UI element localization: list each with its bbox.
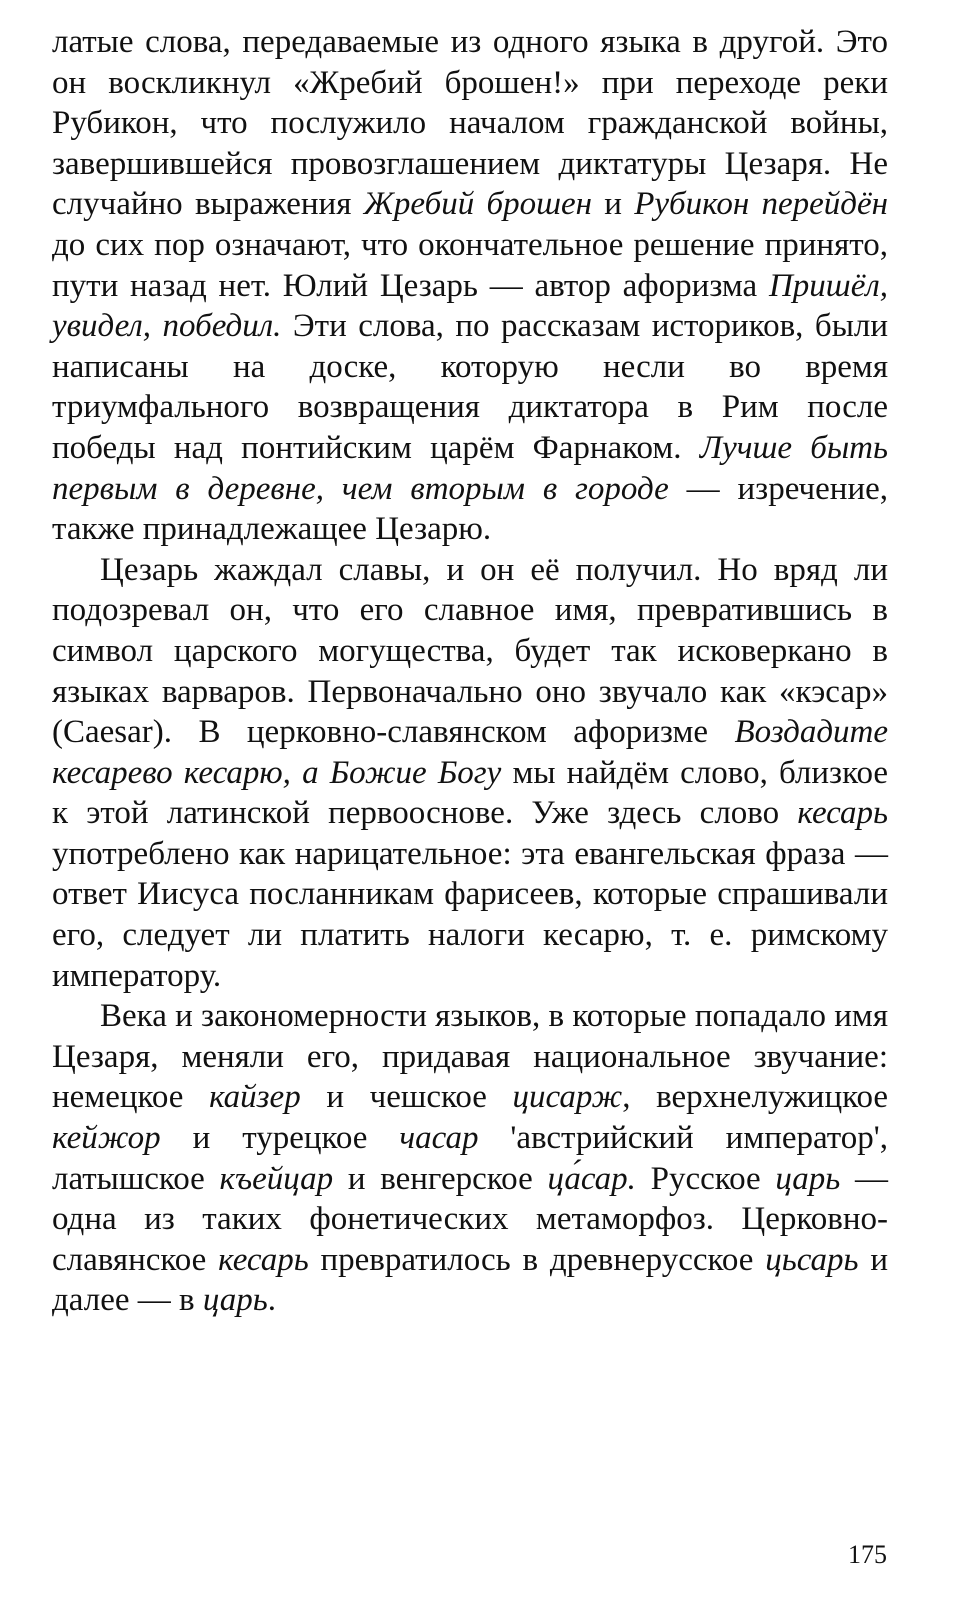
italic-phrase: царь — [775, 1160, 841, 1197]
text-run: превратилось в древнерусское — [308, 1241, 766, 1278]
italic-phrase: Лучше быть первым в деревне, чем вторым в городе — [52, 429, 889, 507]
italic-phrase: кесарь — [797, 795, 888, 832]
text-run: — изречение, также принадлежащее Цезарю. — [52, 470, 888, 548]
italic-phrase: къейцар — [219, 1160, 334, 1197]
italic-phrase: Рубикон перейдён — [634, 186, 888, 223]
page-number: 175 — [848, 1540, 887, 1569]
italic-phrase: часар — [399, 1120, 479, 1157]
text-run: мы найдём слово, близкое к этой латинской первооснове. Уже здесь слово — [52, 754, 888, 832]
page-text-body — [52, 22, 888, 1321]
text-run: , верхнелужицкое — [622, 1079, 889, 1116]
text-run: употреблено как нарицательное: эта евангельская фраза — ответ Иисуса посланникам фарисеев, которые спрашивали его, следует ли платить налоги кесарю, т. е. римскому императору. — [52, 835, 888, 994]
paragraph-2 — [52, 550, 888, 997]
italic-phrase: царь — [202, 1282, 268, 1319]
italic-phrase: Воздадите кесарево кесарю, а Божие Богу — [52, 714, 888, 791]
text-run: Века и закономерности языков, в которые попадало имя Цезаря, меняли его, придавая национальное звучание: немецкое — [52, 998, 888, 1116]
text-run: до сих пор означают, что окончательное решение принято, пути назад нет. Юлий Цезарь — автор афоризма — [52, 226, 888, 304]
italic-phrase: ца́сар. — [547, 1160, 636, 1197]
text-run: Цезарь жаждал славы, и он её получил. Но вряд ли подозревал он, что его славное имя, превратившись в символ царского могущества, будет так исковеркано в языках варваров. Первоначально оно звучало как «кэсар» (Caesar). В церковно-славянском афоризме — [52, 551, 888, 751]
text-run: и — [592, 186, 635, 223]
text-run: и далее — в — [52, 1241, 888, 1319]
paragraph-3 — [52, 996, 888, 1321]
text-run: . — [267, 1282, 276, 1319]
text-run: и турецкое — [160, 1120, 400, 1157]
italic-phrase: кайзер — [209, 1079, 301, 1116]
text-run: Эти слова, по рассказам историков, были написаны на доске, которую несли во время триумфального возвращения диктатора в Рим после победы над понтийским царём Фарнаком. — [52, 308, 888, 466]
italic-phrase: кесарь — [218, 1241, 309, 1278]
italic-phrase: Пришёл, увидел, победил. — [52, 267, 888, 345]
text-run: 'австрийский император', латышское — [52, 1120, 888, 1197]
italic-phrase: цисарж — [512, 1079, 623, 1116]
text-run: латые слова, передаваемые из одного языка в другой. Это он воскликнул «Жребий брошен!» при переходе реки Рубикон, что послужило началом гражданской войны, завершившейся провозглашением диктатуры Цезаря. Не случайно выражения — [52, 24, 888, 223]
paragraph-1 — [52, 22, 888, 550]
text-run: — одна из таких фонетических метаморфоз. Церковно-славянское — [52, 1160, 889, 1278]
italic-phrase: цьсарь — [765, 1241, 859, 1278]
text-run: Русское — [635, 1160, 776, 1197]
text-run: и чешское — [300, 1079, 513, 1116]
italic-phrase: Жребий брошен — [363, 186, 593, 223]
text-run: и венгерское — [333, 1160, 548, 1197]
italic-phrase: кейжор — [52, 1120, 161, 1157]
